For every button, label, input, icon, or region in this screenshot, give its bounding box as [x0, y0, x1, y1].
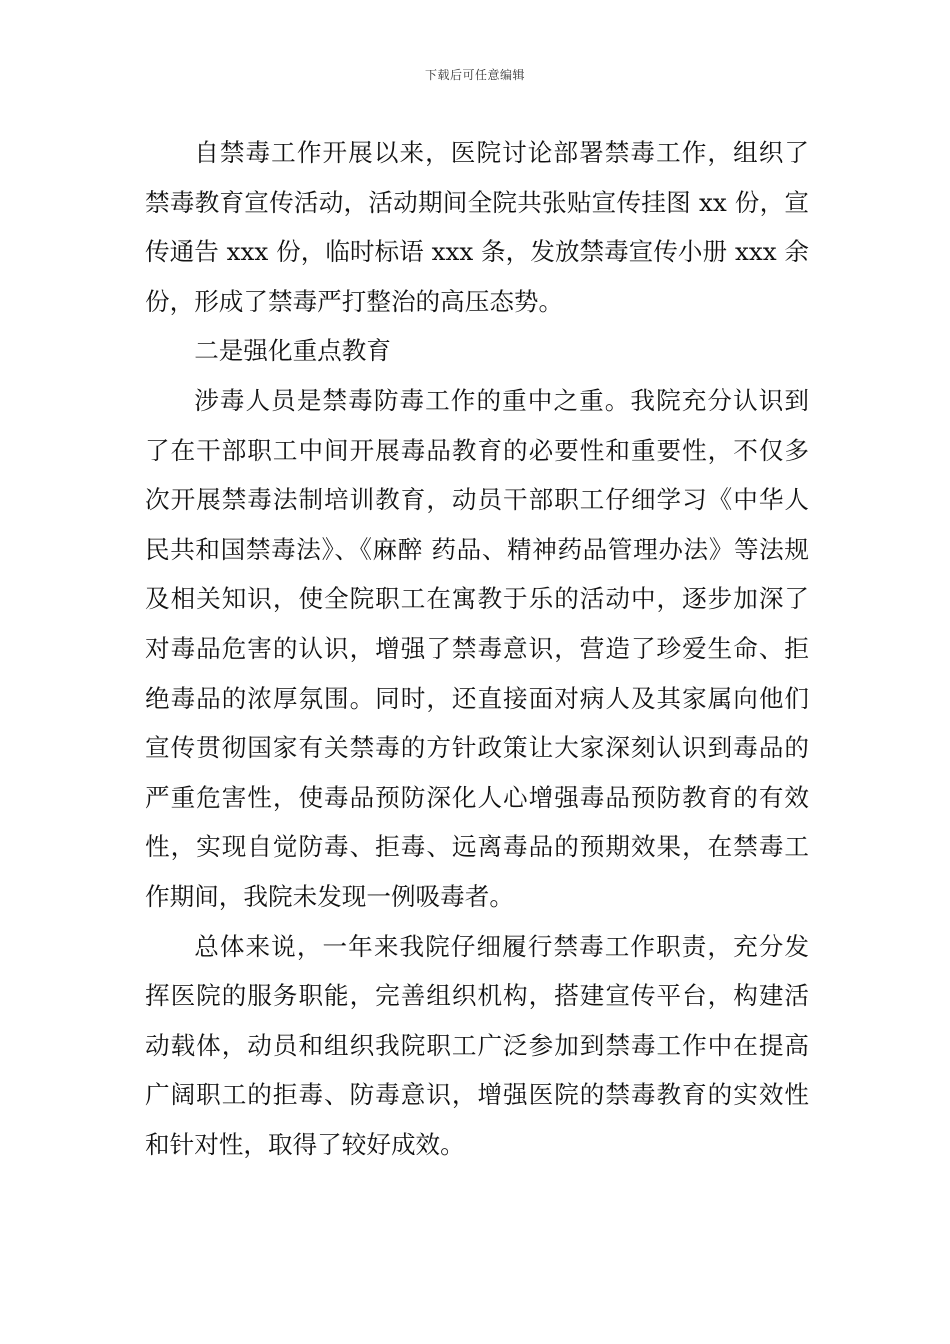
paragraph-education: 涉毒人员是禁毒防毒工作的重中之重。我院充分认识到了在干部职工中间开展毒品教育的必要性和重要性，不仅多次开展禁毒法制培训教育，动员干部职工仔细学习《中华人民共和国禁毒法》、《麻醉 药品、精神药品管理办法》等法规及相关知识，使全院职工在寓教于乐的活动中，逐步加深了对毒品危害的认识，增强了禁毒意识，营造了珍爱生命、拒绝毒品的浓厚氛围。同时，还直接面对病人及其家属向他们宣传贯彻国家有关禁毒的方针政策让大家深刻认识到毒品的严重危害性，使毒品预防深化人心增强毒品预防教育的有效性，实现自觉防毒、拒毒、远离毒品的预期效果，在禁毒工作期间，我院未发现一例吸毒者。: [145, 385, 809, 911]
section-heading: 二是强化重点教育: [194, 336, 391, 366]
paragraph-summary: 总体来说，一年来我院仔细履行禁毒工作职责，充分发挥医院的服务职能，完善组织机构，搭建宣传平台，构建活动载体，动员和组织我院职工广泛参加到禁毒工作中在提高广阔职工的拒毒、防毒意识，增强医院的禁毒教育的实效性和针对性，取得了较好成效。: [145, 931, 809, 1159]
document-body: [145, 128, 809, 1169]
paragraph-intro: 自禁毒工作开展以来，医院讨论部署禁毒工作，组织了禁毒教育宣传活动，活动期间全院共张贴宣传挂图 xx 份，宣传通告 xxx 份，临时标语 xxx 条，发放禁毒宣传小册 xxx 余份，形成了禁毒严打整治的高压态势。: [145, 138, 809, 316]
page-header: 下载后可任意编辑: [424, 68, 525, 82]
